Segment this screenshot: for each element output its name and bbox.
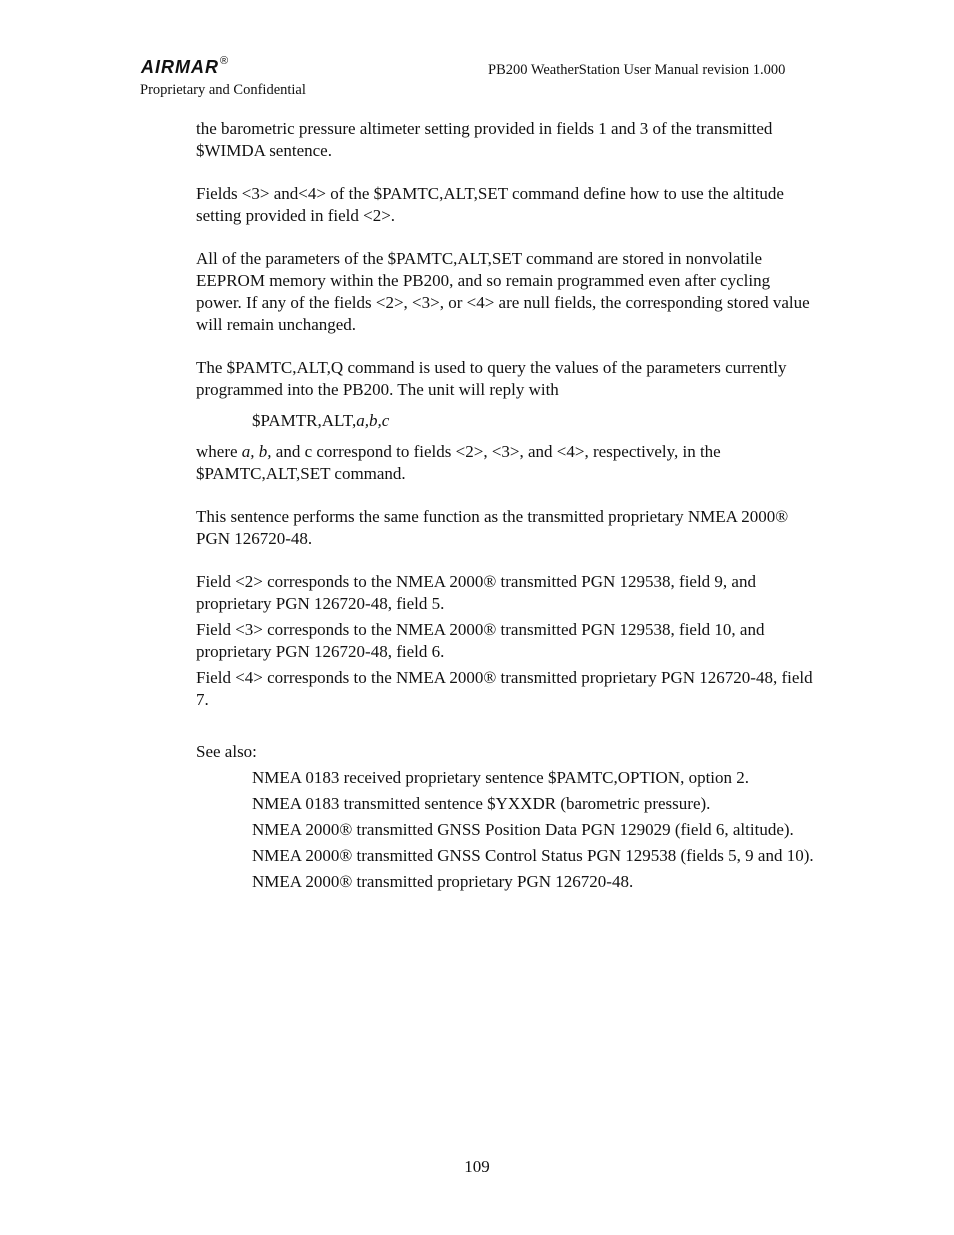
list-item: NMEA 0183 received proprietary sentence $PAMTC,OPTION, option 2. [252,768,750,787]
list-item: NMEA 2000® transmitted GNSS Control Status PGN 129538 (fields 5, 9 and 10). [252,846,814,865]
manual-title: PB200 WeatherStation User Manual revision 1.000 [488,62,786,78]
paragraph-field-2: Field <2> corresponds to the NMEA 2000® transmitted PGN 129538, field 9, and proprietary PGN 126720-48, field 5. [196,572,756,613]
paragraph-field-4: Field <4> corresponds to the NMEA 2000® transmitted proprietary PGN 126720-48, field 7. [196,668,813,709]
list-item: NMEA 2000® transmitted GNSS Position Data PGN 129029 (field 6, altitude). [252,820,794,839]
paragraph-field-3: Field <3> corresponds to the NMEA 2000® transmitted PGN 129538, field 10, and proprietary PGN 126720-48, field 6. [196,620,765,661]
reply-sentence: $PAMTR,ALT,a,b,c [252,411,390,430]
see-also-list [196,767,818,893]
page-number: 109 [464,1157,490,1176]
paragraph-where: where a, b, and c correspond to fields <2>, <3>, and <4>, respectively, in the $PAMTC,ALT,SET command. [196,442,721,483]
confidentiality-note: Proprietary and Confidential [140,82,306,98]
list-item: NMEA 0183 transmitted sentence $YXXDR (barometric pressure). [252,794,711,813]
see-also-heading: See also: [196,742,257,761]
paragraph-fields-3-4: Fields <3> and<4> of the $PAMTC,ALT,SET command define how to use the altitude setting provided in field <2>. [196,184,784,225]
paragraph-eeprom: All of the parameters of the $PAMTC,ALT,SET command are stored in nonvolatile EEPROM memory within the PB200, and so remain programmed even after cycling power. If any of the fields <2>, <3>, or <4> are null fields, the corresponding stored value will remain unchanged. [196,249,810,334]
page-body [196,118,818,897]
airmar-logo: AIRMAR® [141,55,230,77]
paragraph-same-function: This sentence performs the same function as the transmitted proprietary NMEA 2000® PGN 126720-48. [196,507,789,548]
registered-mark: ® [220,55,230,67]
list-item: NMEA 2000® transmitted proprietary PGN 126720-48. [252,872,634,891]
paragraph-query: The $PAMTC,ALT,Q command is used to query the values of the parameters currently programmed into the PB200. The unit will reply with [196,358,787,399]
paragraph-continuation: the barometric pressure altimeter setting provided in fields 1 and 3 of the transmitted $WIMDA sentence. [196,119,773,160]
